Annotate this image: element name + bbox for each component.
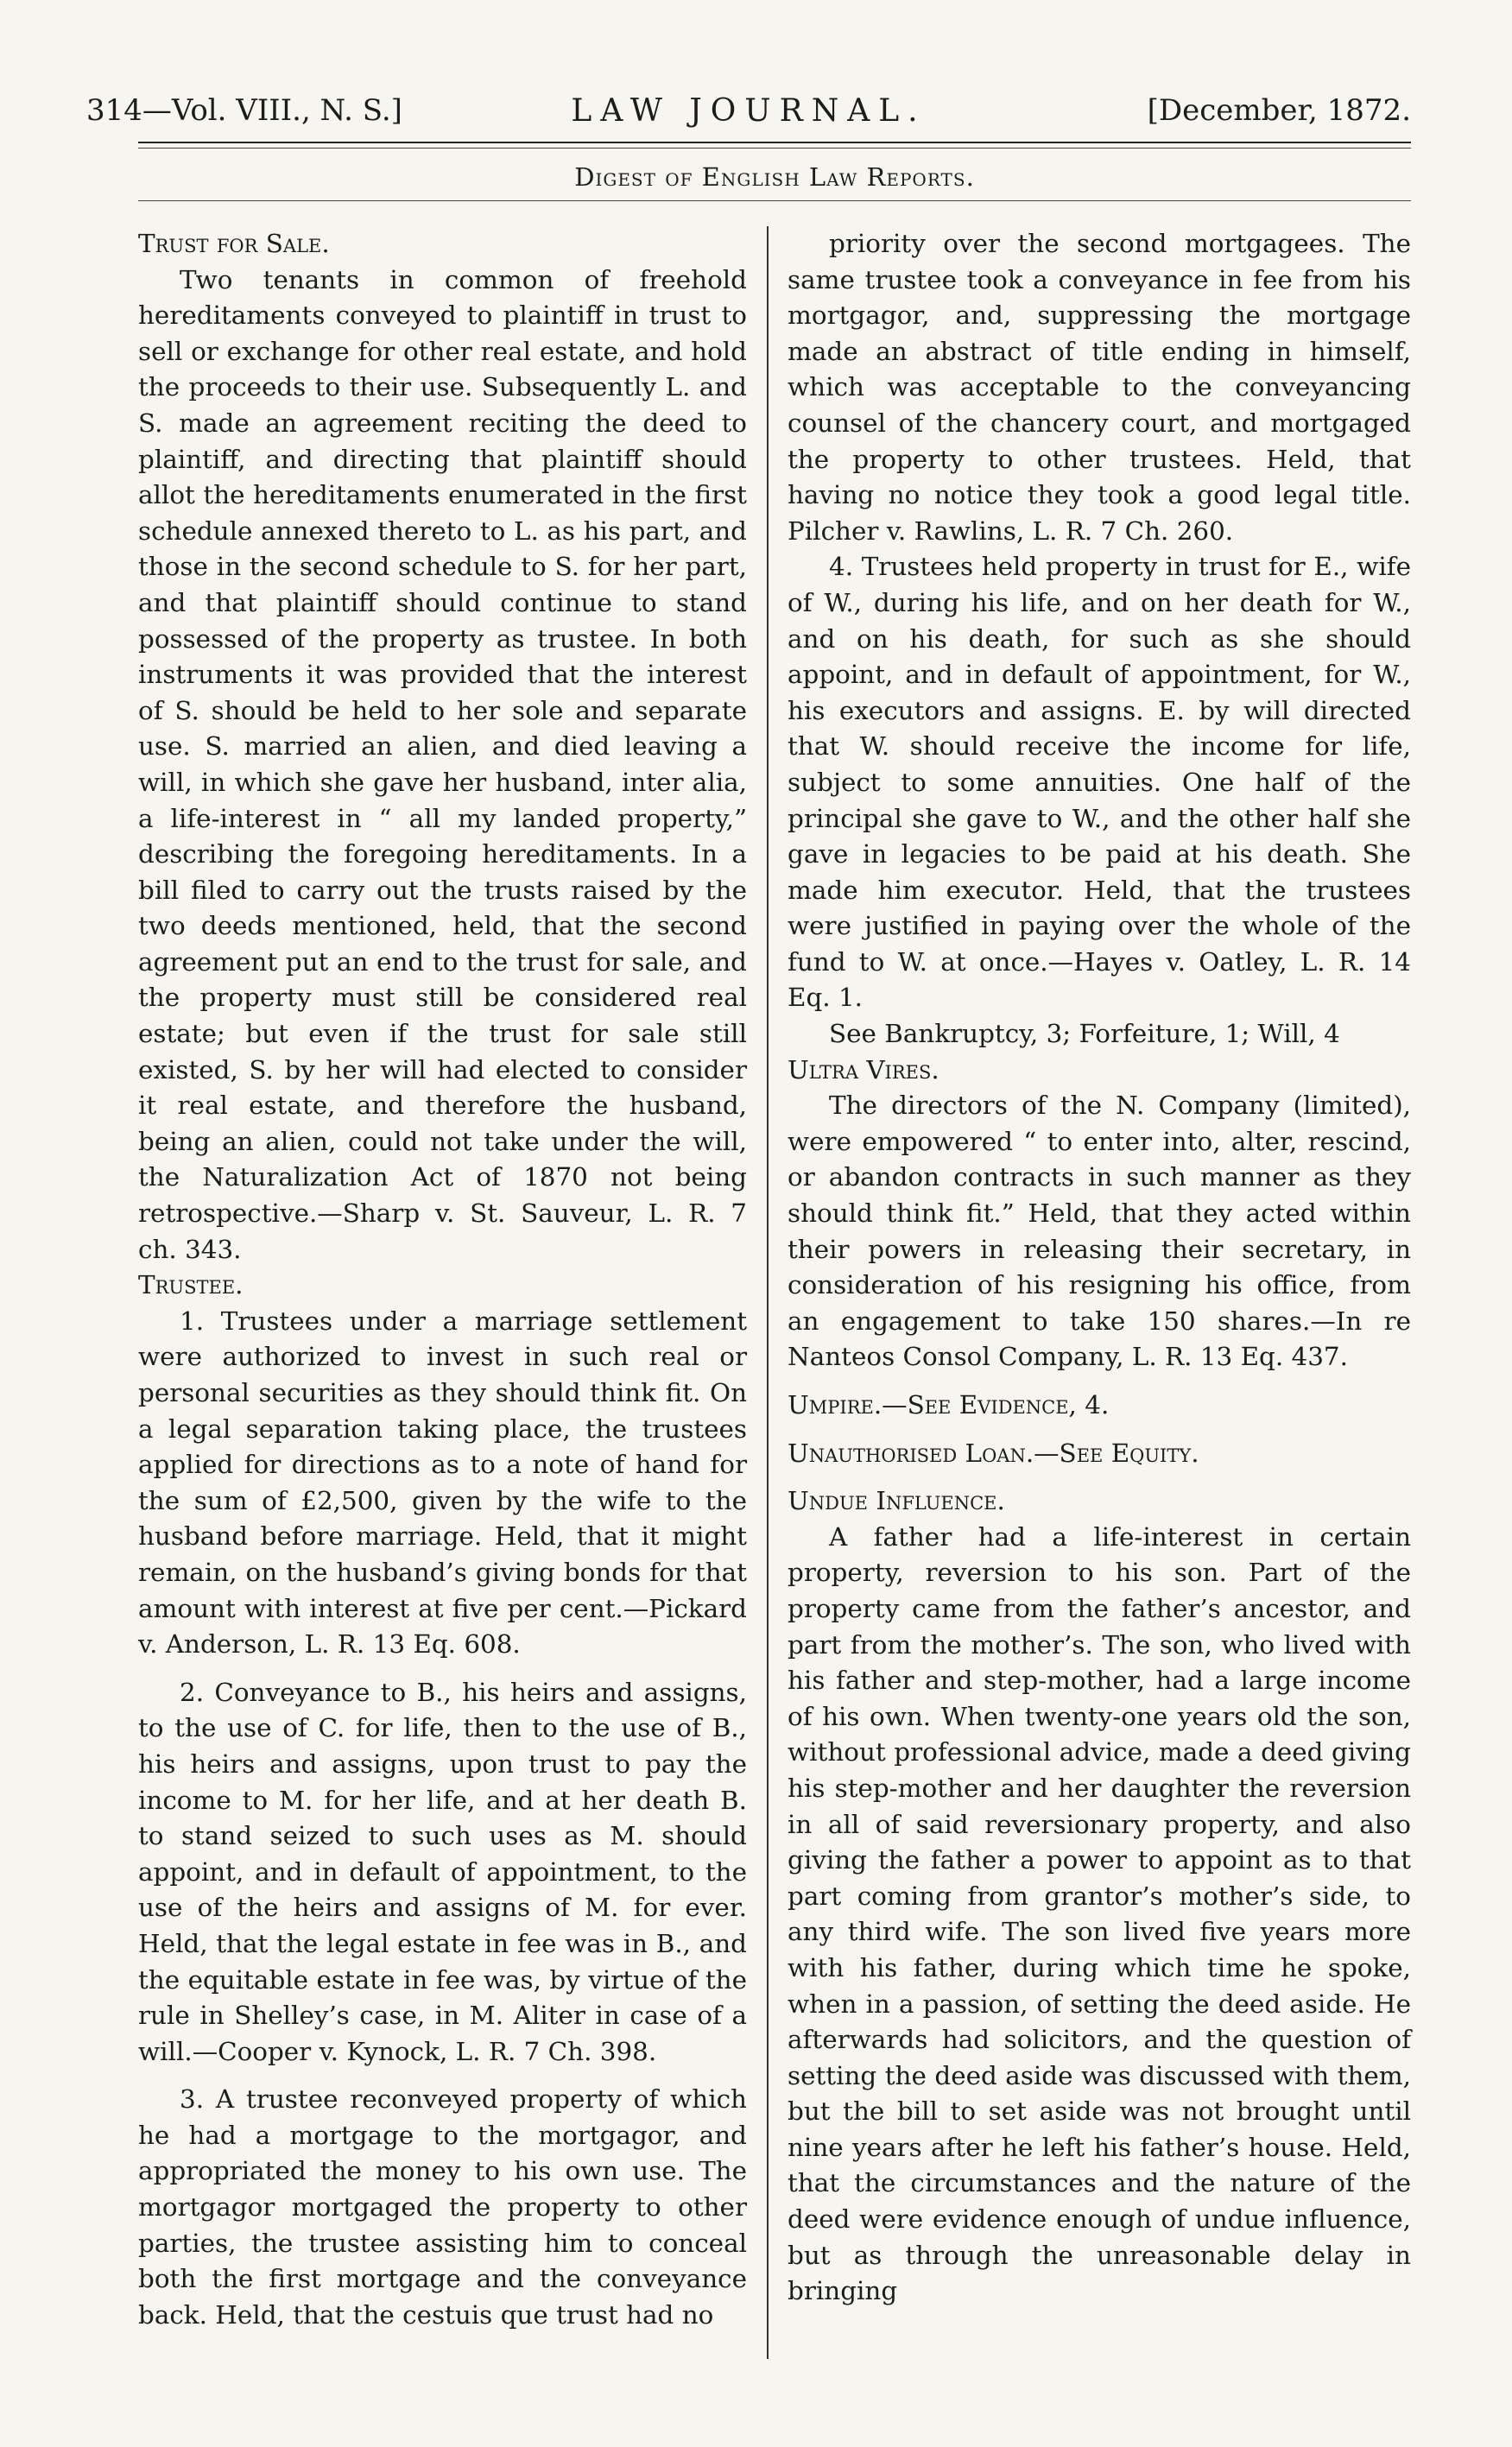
volume-reference: 314—Vol. VIII., N. S.] xyxy=(86,93,402,128)
issue-date: [December, 1872. xyxy=(1147,93,1411,128)
heading-umpire: Umpire.—See Evidence, 4. xyxy=(788,1390,1110,1420)
paragraph-trustee-1: 1. Trustees under a marriage settlement were authorized to invest in such real or personal securities as they should think fit. On a legal separation taking place, the trustees applied for directions as to a note of hand for the sum of £2,500, given by the wife to the husband before marriage. Held, that it might remain, on the husband’s giving bonds for that amount with interest at five per cent.—Pickard v. Anderson, L. R. 13 Eq. 608. xyxy=(138,1306,747,1660)
left-column xyxy=(138,226,747,2333)
right-column xyxy=(788,226,1411,2310)
heading-unauthorised-loan: Unauthorised Loan.—See Equity. xyxy=(788,1438,1199,1468)
section-title: Digest of English Law Reports. xyxy=(574,162,975,192)
header-rule-thick xyxy=(138,142,1411,143)
heading-ultra-vires: Ultra Vires. xyxy=(788,1054,939,1084)
paragraph-trustee-3-continued: priority over the second mortgagees. The same trustee took a conveyance in fee from his mortgagor, and, suppressing the mortgage made an abstract of title ending in himself, which was acceptable to the conveyancing counsel of the chancery court, and mortgaged the property to other trustees. Held, that having no notice they took a good legal title. Pilcher v. Rawlins, L. R. 7 Ch. 260. xyxy=(788,229,1411,546)
header-rule-thin xyxy=(138,148,1411,149)
heading-trustee: Trustee. xyxy=(138,1270,244,1300)
running-header xyxy=(86,93,1411,136)
heading-undue-influence: Undue Influence. xyxy=(788,1486,1005,1516)
paragraph-trust-for-sale: Two tenants in common of freehold hereditaments conveyed to plaintiff in trust to sell or exchange for other real estate, and hold the proceeds to their use. Subsequently L. and S. made an agreement reciting the deed to plaintiff, and directing that plaintiff should allot the hereditaments enumerated in the first schedule annexed thereto to L. as his part, and those in the second schedule to S. for her part, and that plaintiff should continue to stand possessed of the property as trustee. In both instruments it was provided that the interest of S. should be held to her sole and separate use. S. married an alien, and died leaving a will, in which she gave her husband, inter alia, a life-interest in “ all my landed property,” describing the foregoing hereditaments. In a bill filed to carry out the trusts raised by the two deeds mentioned, held, that the second agreement put an end to the trust for sale, and the property must still be considered real estate; but even if the trust for sale still existed, S. by her will had elected to consider it real estate, and therefore the husband, being an alien, could not take under the will, the Naturalization Act of 1870 not being retrospective.—Sharp v. St. Sauveur, L. R. 7 ch. 343. xyxy=(138,264,747,1264)
paragraph-trustee-3: 3. A trustee reconveyed property of which he had a mortgage to the mortgagor, and appropriated the money to his own use. The mortgagor mortgaged the property to other parties, the trustee assisting him to conceal both the first mortgage and the conveyance back. Held, that the cestuis que trust had no xyxy=(138,2084,747,2330)
paragraph-trustee-2: 2. Conveyance to B., his heirs and assigns, to the use of C. for life, then to the use of B., his heirs and assigns, upon trust to pay the income to M. for her life, and at her death B. to stand seized to such uses as M. should appoint, and in default of appointment, to the use of the heirs and assigns of M. for ever. Held, that the legal estate in fee was in B., and the equitable estate in fee was, by virtue of the rule in Shelley’s case, in M. Aliter in case of a will.—Cooper v. Kynock, L. R. 7 Ch. 398. xyxy=(138,1677,747,2066)
see-also-reference: See Bankruptcy, 3; Forfeiture, 1; Will, 4 xyxy=(829,1019,1340,1049)
paragraph-trustee-4: 4. Trustees held property in trust for E., wife of W., during his life, and on her death for W., and on his death, for such as she should appoint, and in default of appointment, for W., his executors and assigns. E. by will directed that W. should receive the income for life, subject to some annuities. One half of the principal she gave to W., and the other half she gave in legacies to be paid at his death. She made him executor. Held, that the trustees were justified in paying over the whole of the fund to W. at once.—Hayes v. Oatley, L. R. 14 Eq. 1. xyxy=(788,552,1411,1013)
heading-trust-for-sale: Trust for Sale. xyxy=(138,229,330,258)
paragraph-undue-influence: A father had a life-interest in certain property, reversion to his son. Part of the property came from the father’s ancestor, and part from the mother’s. The son, who lived with his father and step-mother, had a large income of his own. When twenty-one years old the son, without professional advice, made a deed giving his step-mother and her daughter the reversion in all of said reversionary property, and also giving the father a power to appoint as to that part coming from grantor’s mother’s side, to any third wife. The son lived five years more with his father, during which time he spoke, when in a passion, of setting the deed aside. He afterwards had solicitors, and the question of setting the deed aside was discussed with them, but the bill to set aside was not brought until nine years after he left his father’s house. Held, that the circumstances and the nature of the deed were evidence enough of undue influence, but as through the unreasonable delay in bringing xyxy=(788,1521,1411,2306)
paragraph-ultra-vires: The directors of the N. Company (limited), were empowered “ to enter into, alter, rescind, or abandon contracts in such manner as they should think fit.” Held, that they acted within their powers in releasing their secretary, in consideration of his resigning his office, from an engagement to take 150 shares.—In re Nanteos Consol Company, L. R. 13 Eq. 437. xyxy=(788,1091,1411,1372)
journal-title: LAW JOURNAL. xyxy=(571,93,927,129)
column-divider xyxy=(767,226,769,2359)
section-rule xyxy=(138,200,1411,201)
